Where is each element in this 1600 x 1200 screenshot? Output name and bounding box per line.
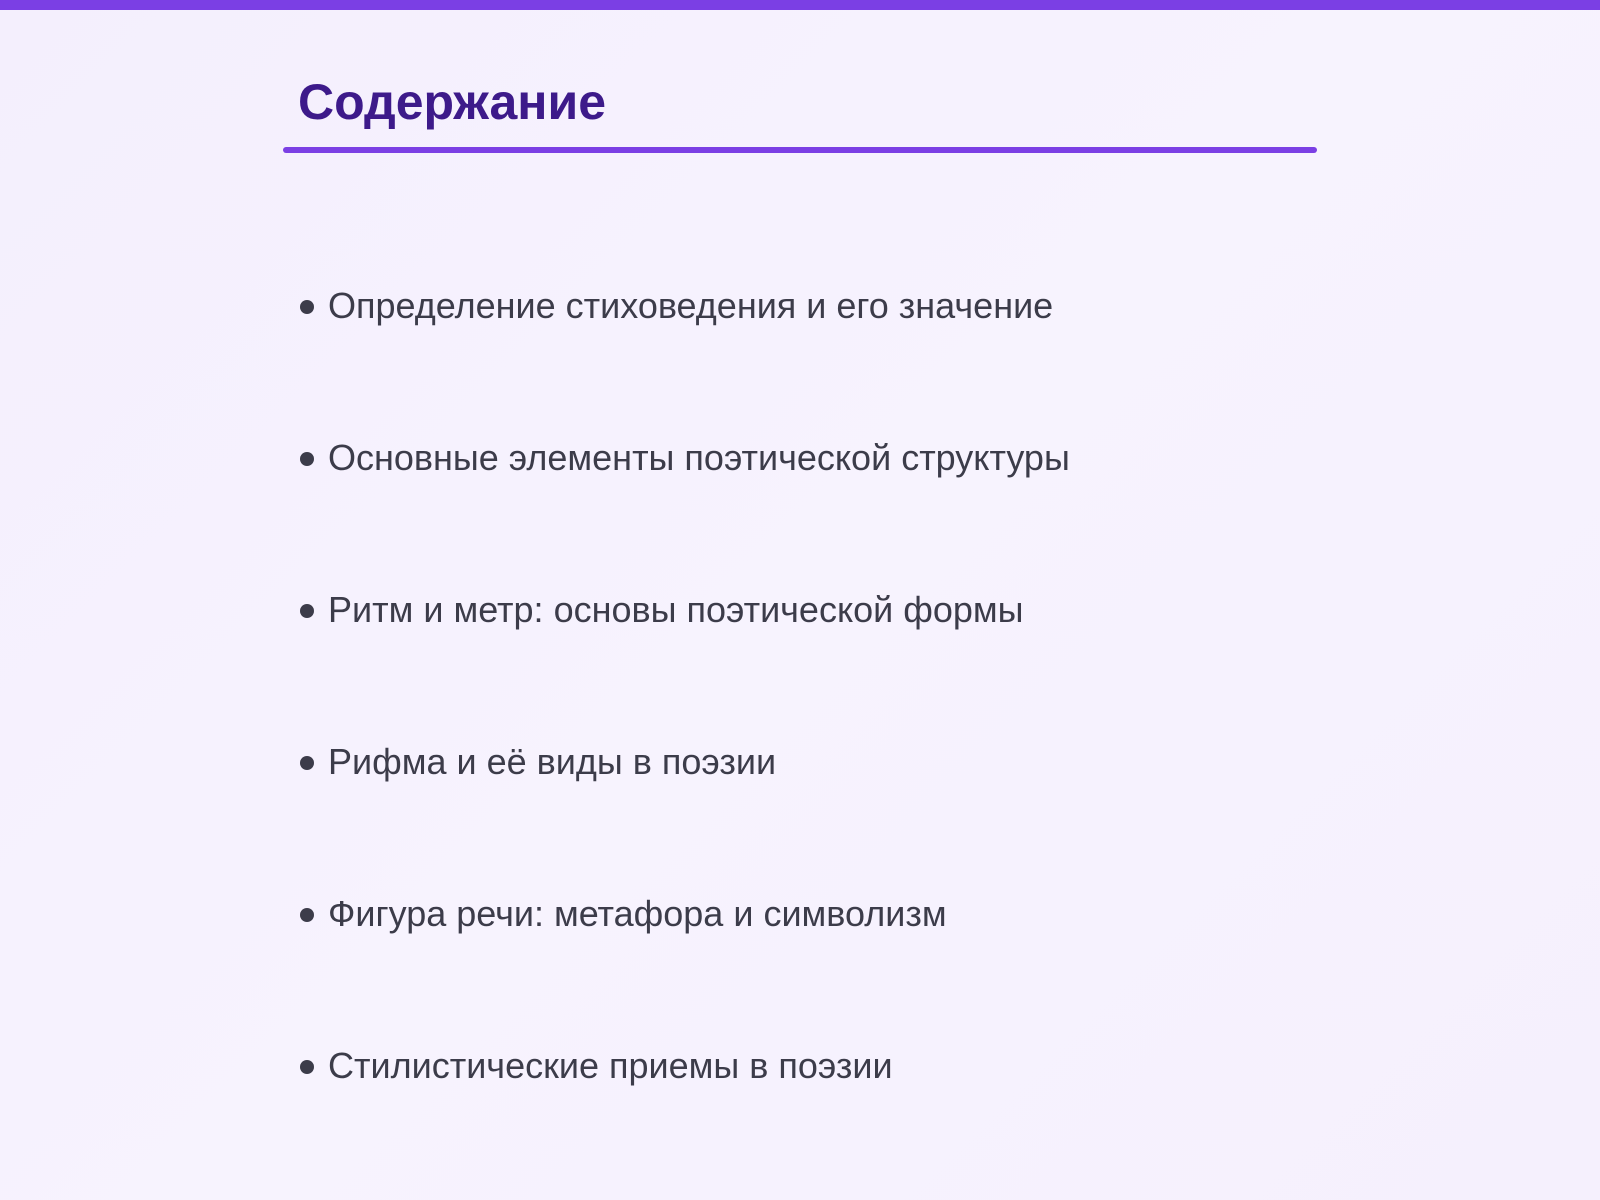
list-item-label: Ритм и метр: основы поэтической формы [328, 589, 1024, 630]
list-item-label: Определение стиховедения и его значение [328, 285, 1054, 326]
list-item [300, 582, 1070, 734]
bullet-icon [300, 1060, 314, 1074]
list-item-label: Фигура речи: метафора и символизм [328, 893, 947, 934]
list-item [300, 430, 1070, 582]
bullet-icon [300, 604, 314, 618]
bullet-icon [300, 908, 314, 922]
bullet-icon [300, 756, 314, 770]
list-item [300, 278, 1070, 430]
table-of-contents [300, 278, 1070, 1190]
bullet-icon [300, 452, 314, 466]
top-accent-bar [0, 0, 1600, 10]
list-item-label: Рифма и её виды в поэзии [328, 741, 777, 782]
page-title: Содержание [298, 74, 607, 130]
list-item [300, 1038, 1070, 1190]
title-underline [283, 147, 1317, 153]
list-item-label: Стилистические приемы в поэзии [328, 1045, 893, 1086]
list-item [300, 734, 1070, 886]
list-item-label: Основные элементы поэтической структуры [328, 437, 1070, 478]
bullet-icon [300, 300, 314, 314]
list-item [300, 886, 1070, 1038]
